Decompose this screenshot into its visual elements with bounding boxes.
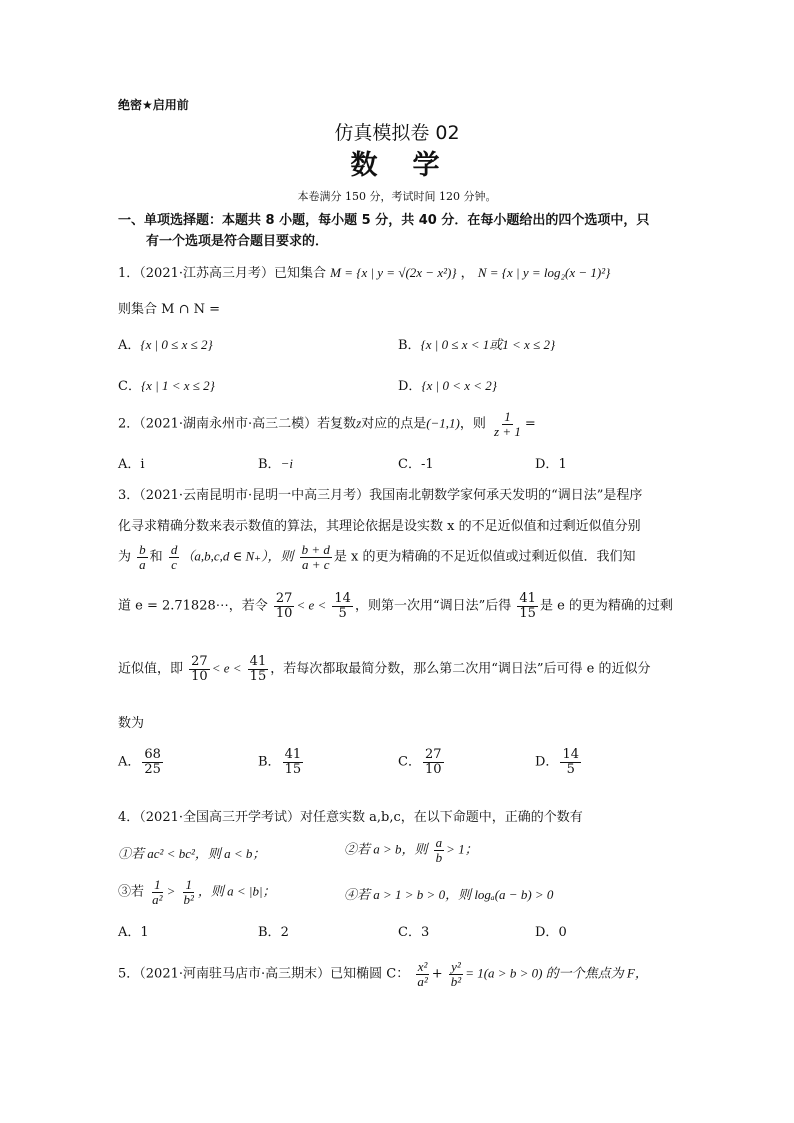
q3-line4	[118, 592, 673, 620]
option-label: B．	[398, 338, 421, 353]
section-heading-line2: 有一个选项是符合题目要求的．	[146, 234, 329, 249]
q3-option-b	[258, 748, 305, 776]
fraction-27-10: $\frac{27}{10}$	[275, 591, 293, 621]
q2-eq: =	[524, 416, 536, 432]
option-label: B．	[258, 754, 281, 770]
q5-text: 5．（2021·河南驻马店市·高三期末）已知椭圆 C：	[118, 966, 410, 982]
fraction-numerator: 14	[562, 747, 579, 762]
exam-note: 本卷满分 150 分，考试时间 120 分钟。	[297, 190, 497, 203]
q3-line3	[118, 543, 636, 571]
q2-prefix: 2．（2021·湖南永州市·高三二模）若复数	[118, 416, 357, 432]
q4-option-d	[535, 921, 567, 940]
fraction-41-15: $\frac{41}{15}$	[249, 654, 267, 684]
q4-text: ③若	[118, 884, 145, 900]
option-label: A．	[118, 925, 141, 940]
q3-line2: 化寻求精确分数来表示数值的算法，其理论依据是设实数 x 的不足近似值和过剩近似值分别	[118, 519, 641, 534]
q3-text: 和	[149, 549, 163, 565]
fraction-numerator: 27	[424, 747, 442, 762]
fraction-denominator: 25	[144, 761, 161, 777]
option-text: {x | 1 < x ≤ 2}	[140, 378, 215, 393]
q1-option-a	[118, 334, 213, 353]
fraction-27-10: $\frac{27}{10}$	[191, 654, 208, 684]
q2-fraction	[492, 410, 523, 438]
option-label: C．	[398, 457, 421, 472]
q1-set-m: M = {x | y = √(2x − x²)}	[330, 265, 457, 280]
fraction-mediant: $\frac{b + d}{a + c}$	[301, 542, 330, 572]
q3-line1: 3．（2021·云南昆明市·昆明一中高三月考）我国南北朝数学家何承天发明的“调日法”是程序	[118, 488, 643, 503]
option-label: A．	[118, 754, 141, 770]
option-label: B．	[258, 457, 281, 472]
fraction-denominator: z + 1	[494, 423, 521, 439]
q4-text: >	[166, 883, 176, 899]
q3-text: 是 x 的更为精确的不足近似值或过剩近似值．我们知	[333, 549, 636, 565]
q4-option-a	[118, 921, 149, 940]
option-text: 3	[420, 925, 430, 940]
option-label: B．	[258, 925, 281, 940]
exam-title: 仿真模拟卷 02	[334, 122, 460, 144]
option-text: 1	[140, 925, 149, 940]
q3-option-d	[535, 748, 583, 776]
option-text: {x | 0 ≤ x < 1或1 < x ≤ 2}	[420, 337, 556, 352]
option-text: {x | 0 < x < 2}	[421, 378, 497, 393]
q4-proposition-1: ①若 ac² < bc²，则 a < b；	[118, 846, 266, 861]
q4-proposition-3: ③若 $\frac{1}{\text{a²}}$ > $\frac{1}{\text{b²}}$ ，则 a < |b|；	[118, 877, 276, 907]
q2-mid: 对应的点是	[361, 416, 427, 432]
q4-proposition-2: ②若 a > b，则 $\frac{a}{b}$ > 1；	[344, 835, 478, 865]
option-label: D．	[398, 379, 422, 394]
option-text: −i	[280, 456, 293, 471]
q1-option-c	[118, 375, 215, 394]
q3-text: ，则第一次用“调日法”后得	[354, 598, 512, 614]
fraction-b-over-a: $\frac{b}{a}$	[139, 542, 146, 572]
q1-line2: 则集合 M ∩ N =	[118, 302, 221, 317]
option-label: C．	[398, 925, 421, 940]
q3-text: 为	[118, 549, 132, 565]
fraction-denominator: 15	[284, 761, 302, 777]
q2-option-b	[258, 453, 293, 472]
option-label: D．	[535, 925, 559, 940]
fraction-denominator: 10	[424, 761, 442, 777]
q4-text: ②若 a > b，则	[344, 841, 428, 857]
fraction-numerator: 68	[144, 747, 161, 762]
option-text: -1	[420, 457, 434, 472]
q3-option-a	[118, 748, 165, 776]
option-text: 1	[558, 457, 567, 472]
question-1-stem	[118, 262, 610, 281]
q3-text: 道 e = 2.71828⋯，若令	[118, 598, 268, 614]
q3-line6: 数为	[118, 716, 145, 731]
q2-point: (−1,1)	[426, 415, 460, 431]
q5-text: = 1(a > b > 0) 的一个焦点为 F，	[465, 965, 648, 981]
q4-proposition-4: ④若 a > 1 > b > 0，则 logₐ(a − b) > 0	[344, 887, 554, 902]
option-text: 0	[558, 925, 567, 940]
option-label: C．	[118, 379, 141, 394]
q1-option-d	[398, 375, 497, 394]
q3-text: < e <	[296, 597, 327, 613]
secret-label: 绝密★启用前	[118, 98, 189, 112]
option-label: A．	[118, 338, 141, 353]
q3-text: < e <	[211, 660, 242, 676]
q3-text: 近似值，即	[118, 661, 184, 677]
q3-text: （a,b,c,d ∈ N₊），则	[181, 548, 294, 564]
q4-option-b	[258, 921, 289, 940]
q4-line1: 4．（2021·全国高三开学考试）对任意实数 a,b,c，在以下命题中，正确的个数有	[118, 810, 583, 825]
q4-text: > 1；	[446, 841, 478, 857]
q2-option-c	[398, 453, 434, 472]
q3-line5	[118, 655, 650, 683]
section-heading: 一、单项选择题：本题共 8 小题，每小题 5 分，共 40 分．在每小题给出的四个选项中，只	[118, 213, 650, 228]
fraction-numerator: 41	[284, 747, 302, 762]
fraction-d-over-c: $\frac{d}{c}$	[170, 542, 178, 572]
option-text: {x | 0 ≤ x ≤ 2}	[140, 337, 213, 352]
fraction-denominator: 5	[566, 761, 575, 777]
q1-prefix: 1．（2021·江苏高三月考）已知集合	[118, 266, 326, 281]
q5-text: +	[431, 966, 443, 982]
option-label: C．	[398, 754, 421, 770]
fraction-14-5: $\frac{14}{5}$	[334, 591, 351, 621]
q1-sep: ，	[460, 266, 474, 281]
fraction-numerator: 1	[504, 409, 511, 424]
q3-option-c	[398, 748, 446, 776]
option-label: A．	[118, 457, 141, 472]
subject-title: 数 学	[350, 150, 444, 181]
q2-tail: ，则	[459, 416, 486, 432]
q3-text: 是 e 的更为精确的过剩	[539, 598, 673, 614]
q2-var: z	[356, 415, 362, 431]
q4-option-c	[398, 921, 429, 940]
q2-option-d	[535, 453, 567, 472]
option-text: 2	[280, 925, 289, 940]
option-label: D．	[535, 457, 559, 472]
option-text: i	[140, 457, 145, 472]
question-2-stem	[118, 410, 536, 438]
q4-text: ，则 a < |b|；	[197, 883, 276, 899]
option-label: D．	[535, 754, 559, 770]
q1-option-b	[398, 334, 555, 353]
q3-text: ，若每次都取最简分数，那么第二次用“调日法”后可得 e 的近似分	[270, 661, 651, 677]
fraction-41-15: $\frac{41}{15}$	[519, 591, 536, 621]
question-5-stem: 5．（2021·河南驻马店市·高三期末）已知椭圆 C： $\frac{\text{x²}}{\text{a²}}$ + $\frac{\text{y²}}{\text{b²}}$ = 1(a > b > 0) 的一个焦点为 F，	[118, 959, 648, 989]
q2-option-a	[118, 453, 145, 472]
q1-set-n: N = {x | y = log₂(x − 1)²}	[477, 265, 611, 280]
